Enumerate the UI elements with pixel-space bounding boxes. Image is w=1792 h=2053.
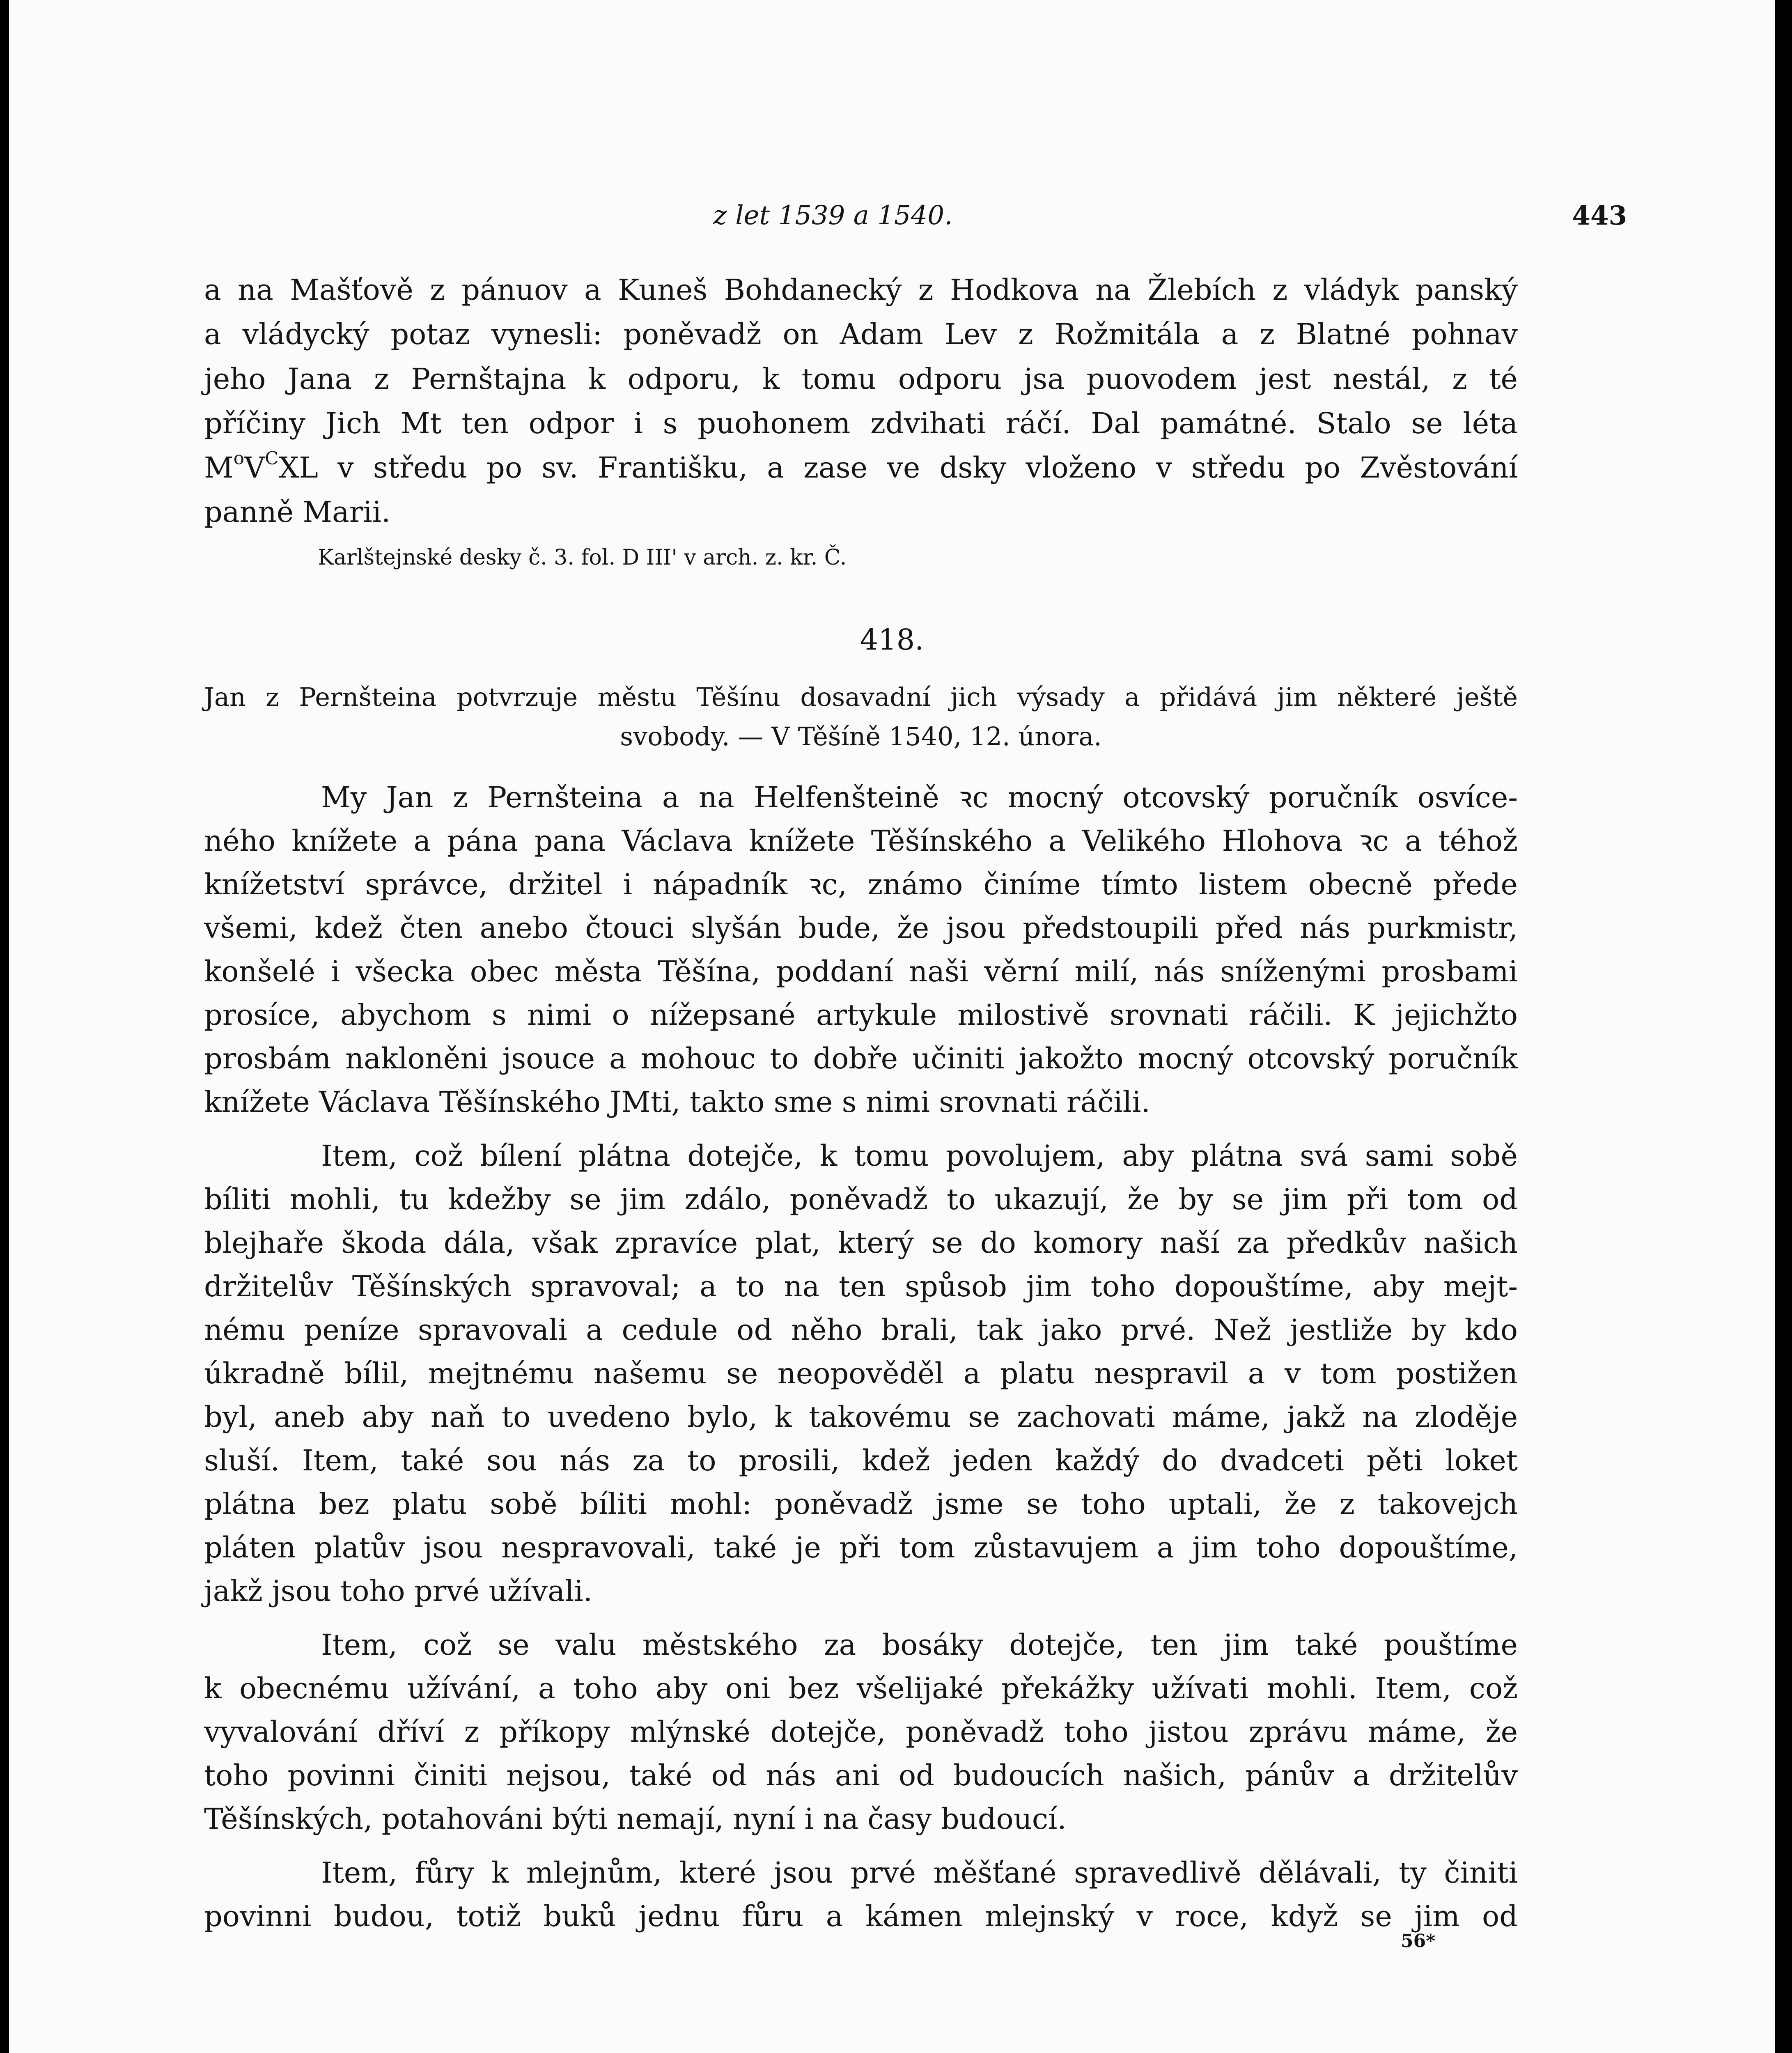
text-line: bíliti mohli, tu kdežby se jim zdálo, poněvadž to ukazují, že by se jim při tom od [204,1183,1518,1216]
text-line: Item, fůry k mlejnům, které jsou prvé měšťané spravedlivě dělávali, ty činiti [321,1856,1518,1890]
text-line: blejhaře škoda dála, však zpravíce plat, který se do komory naší za předkův našich [204,1226,1518,1260]
text-line: panně Marii. [204,495,391,529]
text-line: prosbám nakloněni jsouce a mohouc to dobře učiniti jakožto mocný otcovský poručník [204,1042,1518,1075]
source-citation: Karlštejnské desky č. 3. fol. D III' v arch. z. kr. Č. [318,545,847,570]
text-line: plátna bez platu sobě bíliti mohl: poněvadž jsme se toho uptali, že z takovejch [204,1487,1518,1521]
text-line: Item, což bílení plátna dotejče, k tomu povolujem, aby plátna svá sami sobě [321,1139,1518,1173]
date-m: M [204,451,234,485]
running-title: z let 1539 a 1540. [713,200,953,231]
text-line: povinni budou, totiž buků jednu fůru a kámen mlejnský v roce, když se jim od [204,1899,1518,1933]
page-number: 443 [1572,200,1627,231]
text-line: vyvalování dříví z příkopy mlýnské dotejče, poněvadž toho jistou zprávu máme, že [204,1715,1518,1749]
signature-mark: 56* [1401,1931,1436,1952]
text-line: Item, což se valu městského za bosáky dotejče, ten jim také pouštíme [321,1628,1518,1662]
book-page [9,0,1775,2053]
text-line: k obecnému užívání, a toho aby oni bez všelijaké překážky užívati mohli. Item, což [204,1672,1518,1705]
text-line: knížetství správce, držitel i nápadník ꝛc, známo činíme tímto listem obecně přede [204,868,1518,901]
page-header [9,200,1775,241]
text-line: úkradně bílil, mejtnému našemu se neopověděl a platu nespravil a v tom postižen [204,1357,1518,1390]
date-line [204,447,1518,488]
date-rest: XL v středu po sv. Františku, a zase ve dsky vloženo v středu po Zvěstování [278,451,1518,485]
text-line: ného knížete a pána pana Václava knížete Těšínského a Velikého Hlohova ꝛc a téhož [204,824,1518,858]
text-line: toho povinni činiti nejsou, také od nás ani od budoucích našich, pánův a držitelův [204,1759,1518,1792]
text-line: konšelé i všecka obec města Těšína, poddaní naši věrní milí, nás sníženými prosbami [204,955,1518,988]
text-line: a na Mašťově z pánuov a Kuneš Bohdanecký z Hodkova na Žlebích z vládyk panský [204,273,1518,307]
date-v: V [244,451,265,485]
document-summary [204,677,1518,756]
text-line: jeho Jana z Pernštajna k odporu, k tomu odporu jsa puovodem jest nestál, z té [204,362,1518,396]
summary-line: Jan z Pernšteina potvrzuje městu Těšínu dosavadní jich výsady a přidává jim některé ještě [204,682,1518,712]
text-line: a vládycký potaz vynesli: poněvadž on Adam Lev z Rožmitála a z Blatné pohnav [204,317,1518,351]
date-sup-o: o [233,448,244,469]
text-line: prosíce, abychom s nimi o nížepsané artykule milostivě srovnati ráčili. K jejichžto [204,998,1518,1032]
date-sup-c: C [265,448,279,469]
summary-line: svobody. — V Těšíně 1540, 12. února. [620,721,1102,751]
text-line: My Jan z Pernšteina a na Helfenšteině ꝛc mocný otcovský poručník osvíce- [321,781,1518,814]
text-line: nému peníze spravovali a cedule od něho brali, tak jako prvé. Než jestliže by kdo [204,1313,1518,1347]
text-line: jakž jsou toho prvé užívali. [204,1574,592,1608]
text-line: pláten platův jsou nespravovali, také je při tom zůstavujem a jim toho dopouštíme, [204,1531,1518,1564]
text-line: knížete Václava Těšínského JMti, takto sme s nimi srovnati ráčili. [204,1085,1150,1119]
text-line: Těšínských, potahováni býti nemají, nyní i na časy budoucí. [204,1802,1067,1836]
text-line: byl, aneb aby naň to uvedeno bylo, k takovému se zachovati máme, jakž na zloděje [204,1400,1518,1434]
text-line: všemi, kdež čten anebo čtouci slyšán bude, že jsou předstoupili před nás purkmistr, [204,911,1518,945]
text-line: příčiny Jich Mt ten odpor i s puohonem zdvihati ráčí. Dal památné. Stalo se léta [204,406,1518,440]
text-line: sluší. Item, také sou nás za to prosili, kdež jeden každý do dvadceti pěti loket [204,1444,1518,1477]
text-line: držitelův Těšínských spravoval; a to na ten spůsob jim toho dopouštíme, aby mejt- [204,1270,1518,1303]
document-number: 418. [860,623,924,657]
